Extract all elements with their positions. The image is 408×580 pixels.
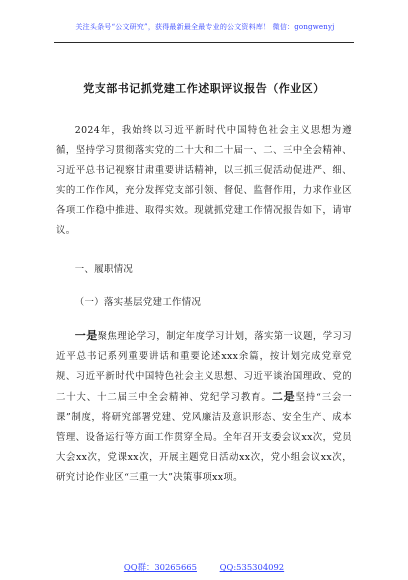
header-promo-banner: 关注头条号“公文研究”，获得最新最全最专业的公文资料库！ 微信：gongwenyj [75,23,335,31]
content-paragraph [56,326,352,488]
footer-contacts [0,561,408,573]
first-point-text: 聚焦理论学习，制定年度学习计划，落实第一议题，学习习近平总书记系列重要讲话和重要论述xxx余篇，按计划完成党章党规、习近平新时代中国特色社会主义思想、习近平谈治国理政、党的二十大、十二届三中全会精神、党纪学习教育。 [56,331,352,403]
second-point-lead: 二是 [271,390,296,403]
first-point-lead: 一是 [74,329,98,342]
header-divider [54,42,354,43]
intro-paragraph: 2024年，我始终以习近平新时代中国特色社会主义思想为遵循，坚持学习贯彻落实党的二十大和二十届一、二、三中全会精神、习近平总书记视察甘肃重要讲话精神，以三抓三促活动促进严、细、实的工作作风，充分发挥党支部引领、督促、监督作用，力求作业区各项工作稳中推进、取得实效。现就抓党建工作情况报告如下，请审议。 [56,125,352,236]
footer-qq[interactable]: QQ:535304092 [219,562,285,572]
document-title: 党支部书记抓党建工作述职评议报告（作业区） [83,82,325,95]
subsection-heading-1: （一）落实基层党建工作情况 [74,297,202,308]
second-point-text: 坚持“三会一课”制度，将研究部署党建、党风廉洁及意识形态、安全生产、成本管理、设备运行等方面工作贯穿全局。全年召开支委会议xx次，党员大会xx次，党课xx次，开展主题党日活动xx次，党小组会议xx次，研究讨论作业区“三重一大”决策事项xx项。 [56,392,352,483]
footer-qq-group[interactable]: QQ群：30265665 [123,562,197,572]
section-heading-1: 一、履职情况 [74,264,134,275]
